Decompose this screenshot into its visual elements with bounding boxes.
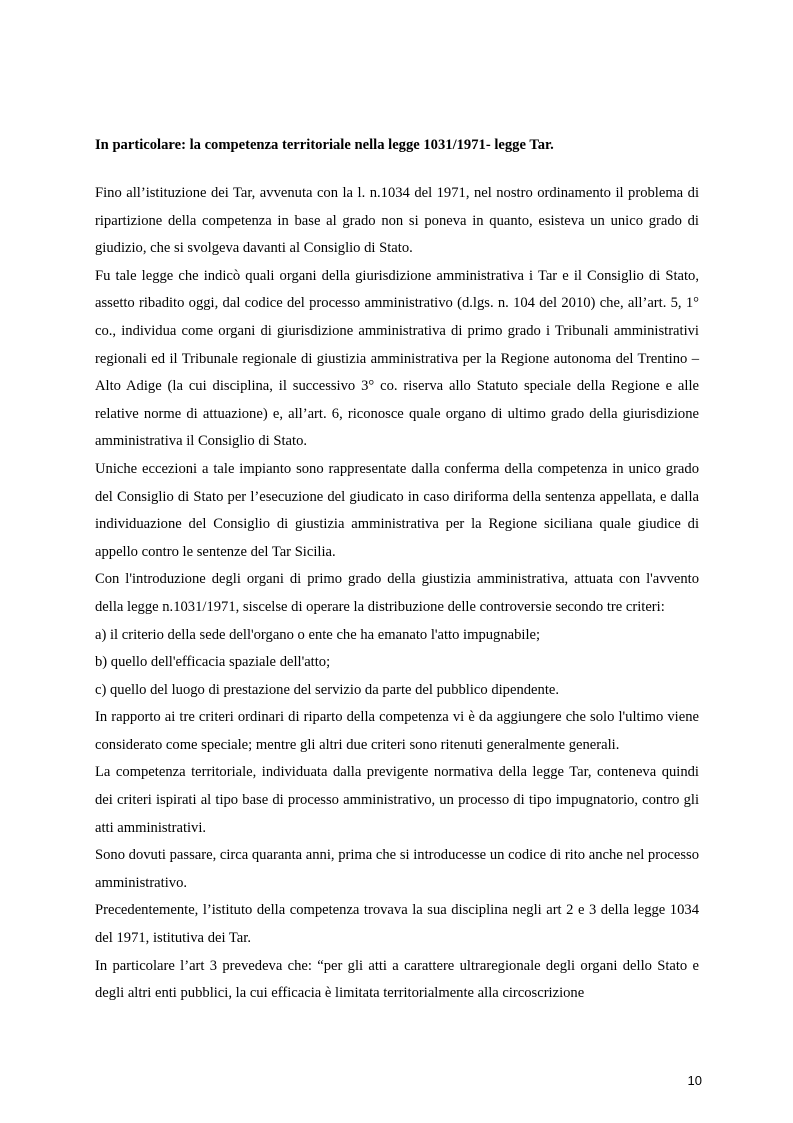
criterion-a: a) il criterio della sede dell'organo o ente che ha emanato l'atto impugnabile; bbox=[95, 626, 541, 643]
criterion-c: c) quello del luogo di prestazione del servizio da parte del pubblico dipendente. bbox=[95, 681, 560, 698]
criterion-b: b) quello dell'efficacia spaziale dell'atto; bbox=[95, 654, 331, 671]
paragraph-8: Precedentemente, l’istituto della competenza trovava la sua disciplina negli art 2 e 3 della legge 1034 del 1971, istitutiva dei Tar. bbox=[95, 902, 699, 947]
paragraph-4: Con l'introduzione degli organi di primo grado della giustizia amministrativa, attuata con l'avvento della legge n.1031/1971, siscelse di operare la distribuzione delle controversie secondo tre criteri: bbox=[95, 571, 699, 615]
paragraph-7: Sono dovuti passare, circa quaranta anni, prima che si introducesse un codice di rito anche nel processo amministrativo. bbox=[95, 847, 699, 891]
paragraph-5: In rapporto ai tre criteri ordinari di riparto della competenza vi è da aggiungere che solo l'ultimo viene considerato come speciale; mentre gli altri due criteri sono ritenuti generalmente generali. bbox=[95, 709, 699, 753]
paragraph-1: Fino all’istituzione dei Tar, avvenuta con la l. n.1034 del 1971, nel nostro ordinamento il problema di ripartizione della competenza in base al grado non si poneva in quanto, esisteva un unico grado di giudizio, che si svolgeva davanti al Consiglio di Stato. bbox=[95, 185, 699, 257]
paragraph-9: In particolare l’art 3 prevedeva che: “per gli atti a carattere ultraregionale degli organi dello Stato e degli altri enti pubblici, la cui efficacia è limitata territorialmente alla circoscrizione bbox=[95, 957, 699, 1002]
paragraph-2: Fu tale legge che indicò quali organi della giurisdizione amministrativa i Tar e il Consiglio di Stato, assetto ribadito oggi, dal codice del processo amministrativo (d.lgs. n. 104 del 2010) che, all’art. 5, 1° co., individua come organi di giurisdizione amministrativa di primo grado i Tribunali amministrativi regionali ed il Tribunale regionale di giustizia amministrativa per la Regione autonoma del Trentino – Alto Adige (la cui disciplina, il successivo 3° co. riserva allo Statuto speciale della Regione e alle relative norme di attuazione) e, all’art. 6, riconosce quale organo di ultimo grado della giurisdizione amministrativa il Consiglio di Stato. bbox=[95, 267, 699, 450]
paragraph-6: La competenza territoriale, individuata dalla previgente normativa della legge Tar, conteneva quindi dei criteri ispirati al tipo base di processo amministrativo, un processo di tipo impugnatorio, contro gli atti amministrativi. bbox=[95, 764, 699, 836]
section-heading: In particolare: la competenza territoriale nella legge 1031/1971- legge Tar. bbox=[95, 137, 554, 153]
page-number: 10 bbox=[687, 1073, 702, 1088]
document-body bbox=[95, 180, 699, 1008]
paragraph-3: Uniche eccezioni a tale impianto sono rappresentate dalla conferma della competenza in unico grado del Consiglio di Stato per l’esecuzione del giudicato in caso diriforma della sentenza appellata, e dalla individuazione del Consiglio di giustizia amministrativa per la Regione siciliana quale giudice di appello contro le sentenze del Tar Sicilia. bbox=[95, 460, 699, 560]
